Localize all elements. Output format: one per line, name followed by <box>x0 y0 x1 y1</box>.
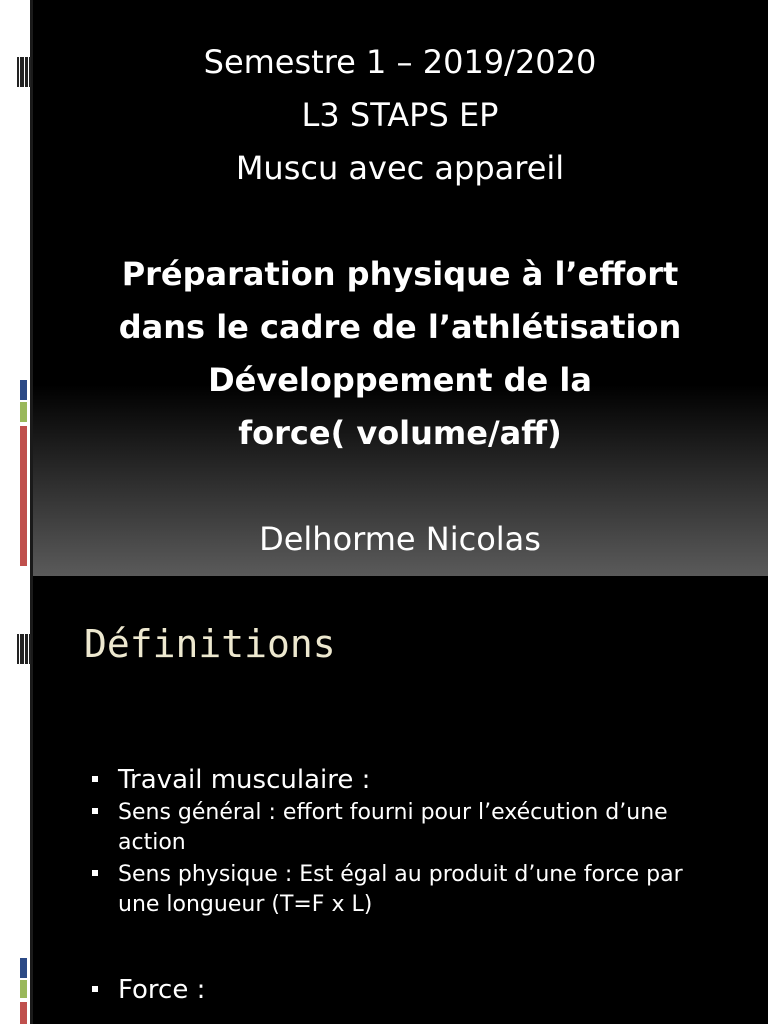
author-name: Delhorme Nicolas <box>259 520 541 558</box>
color-strip-blue <box>20 380 27 400</box>
slide-heading: Définitions <box>84 622 336 666</box>
subject-line-4: force( volume/aff) <box>238 414 562 452</box>
course-line: Muscu avec appareil <box>235 149 565 187</box>
bullet-item: Travail musculaire : <box>84 764 728 796</box>
slide-definitions <box>0 576 768 1024</box>
color-strip-red <box>20 426 27 566</box>
semester-line: Semestre 1 – 2019/2020 <box>203 43 597 81</box>
program-line: L3 STAPS EP <box>301 96 499 134</box>
subject-line-1: Préparation physique à l’effort <box>121 255 679 293</box>
bullet-list <box>84 764 728 1006</box>
bullet-item: Sens général : effort fourni pour l’exécution d’une action <box>84 798 728 858</box>
title-block <box>32 36 768 566</box>
bullet-item: Sens physique : Est égal au produit d’une force par une longueur (T=F x L) <box>84 860 728 920</box>
color-strip-green <box>20 402 27 422</box>
subject-line-3: Développement de la <box>208 361 592 399</box>
color-strip-green <box>20 980 27 998</box>
subject-line-2: dans le cadre de l’athlétisation <box>118 308 682 346</box>
color-strip-blue <box>20 958 27 978</box>
slide-bars-icon <box>17 634 31 664</box>
slide-bars-icon <box>17 57 31 87</box>
bullet-spacer <box>84 920 728 974</box>
color-strip-red <box>20 1002 27 1024</box>
bullet-item: Force : <box>84 974 728 1006</box>
